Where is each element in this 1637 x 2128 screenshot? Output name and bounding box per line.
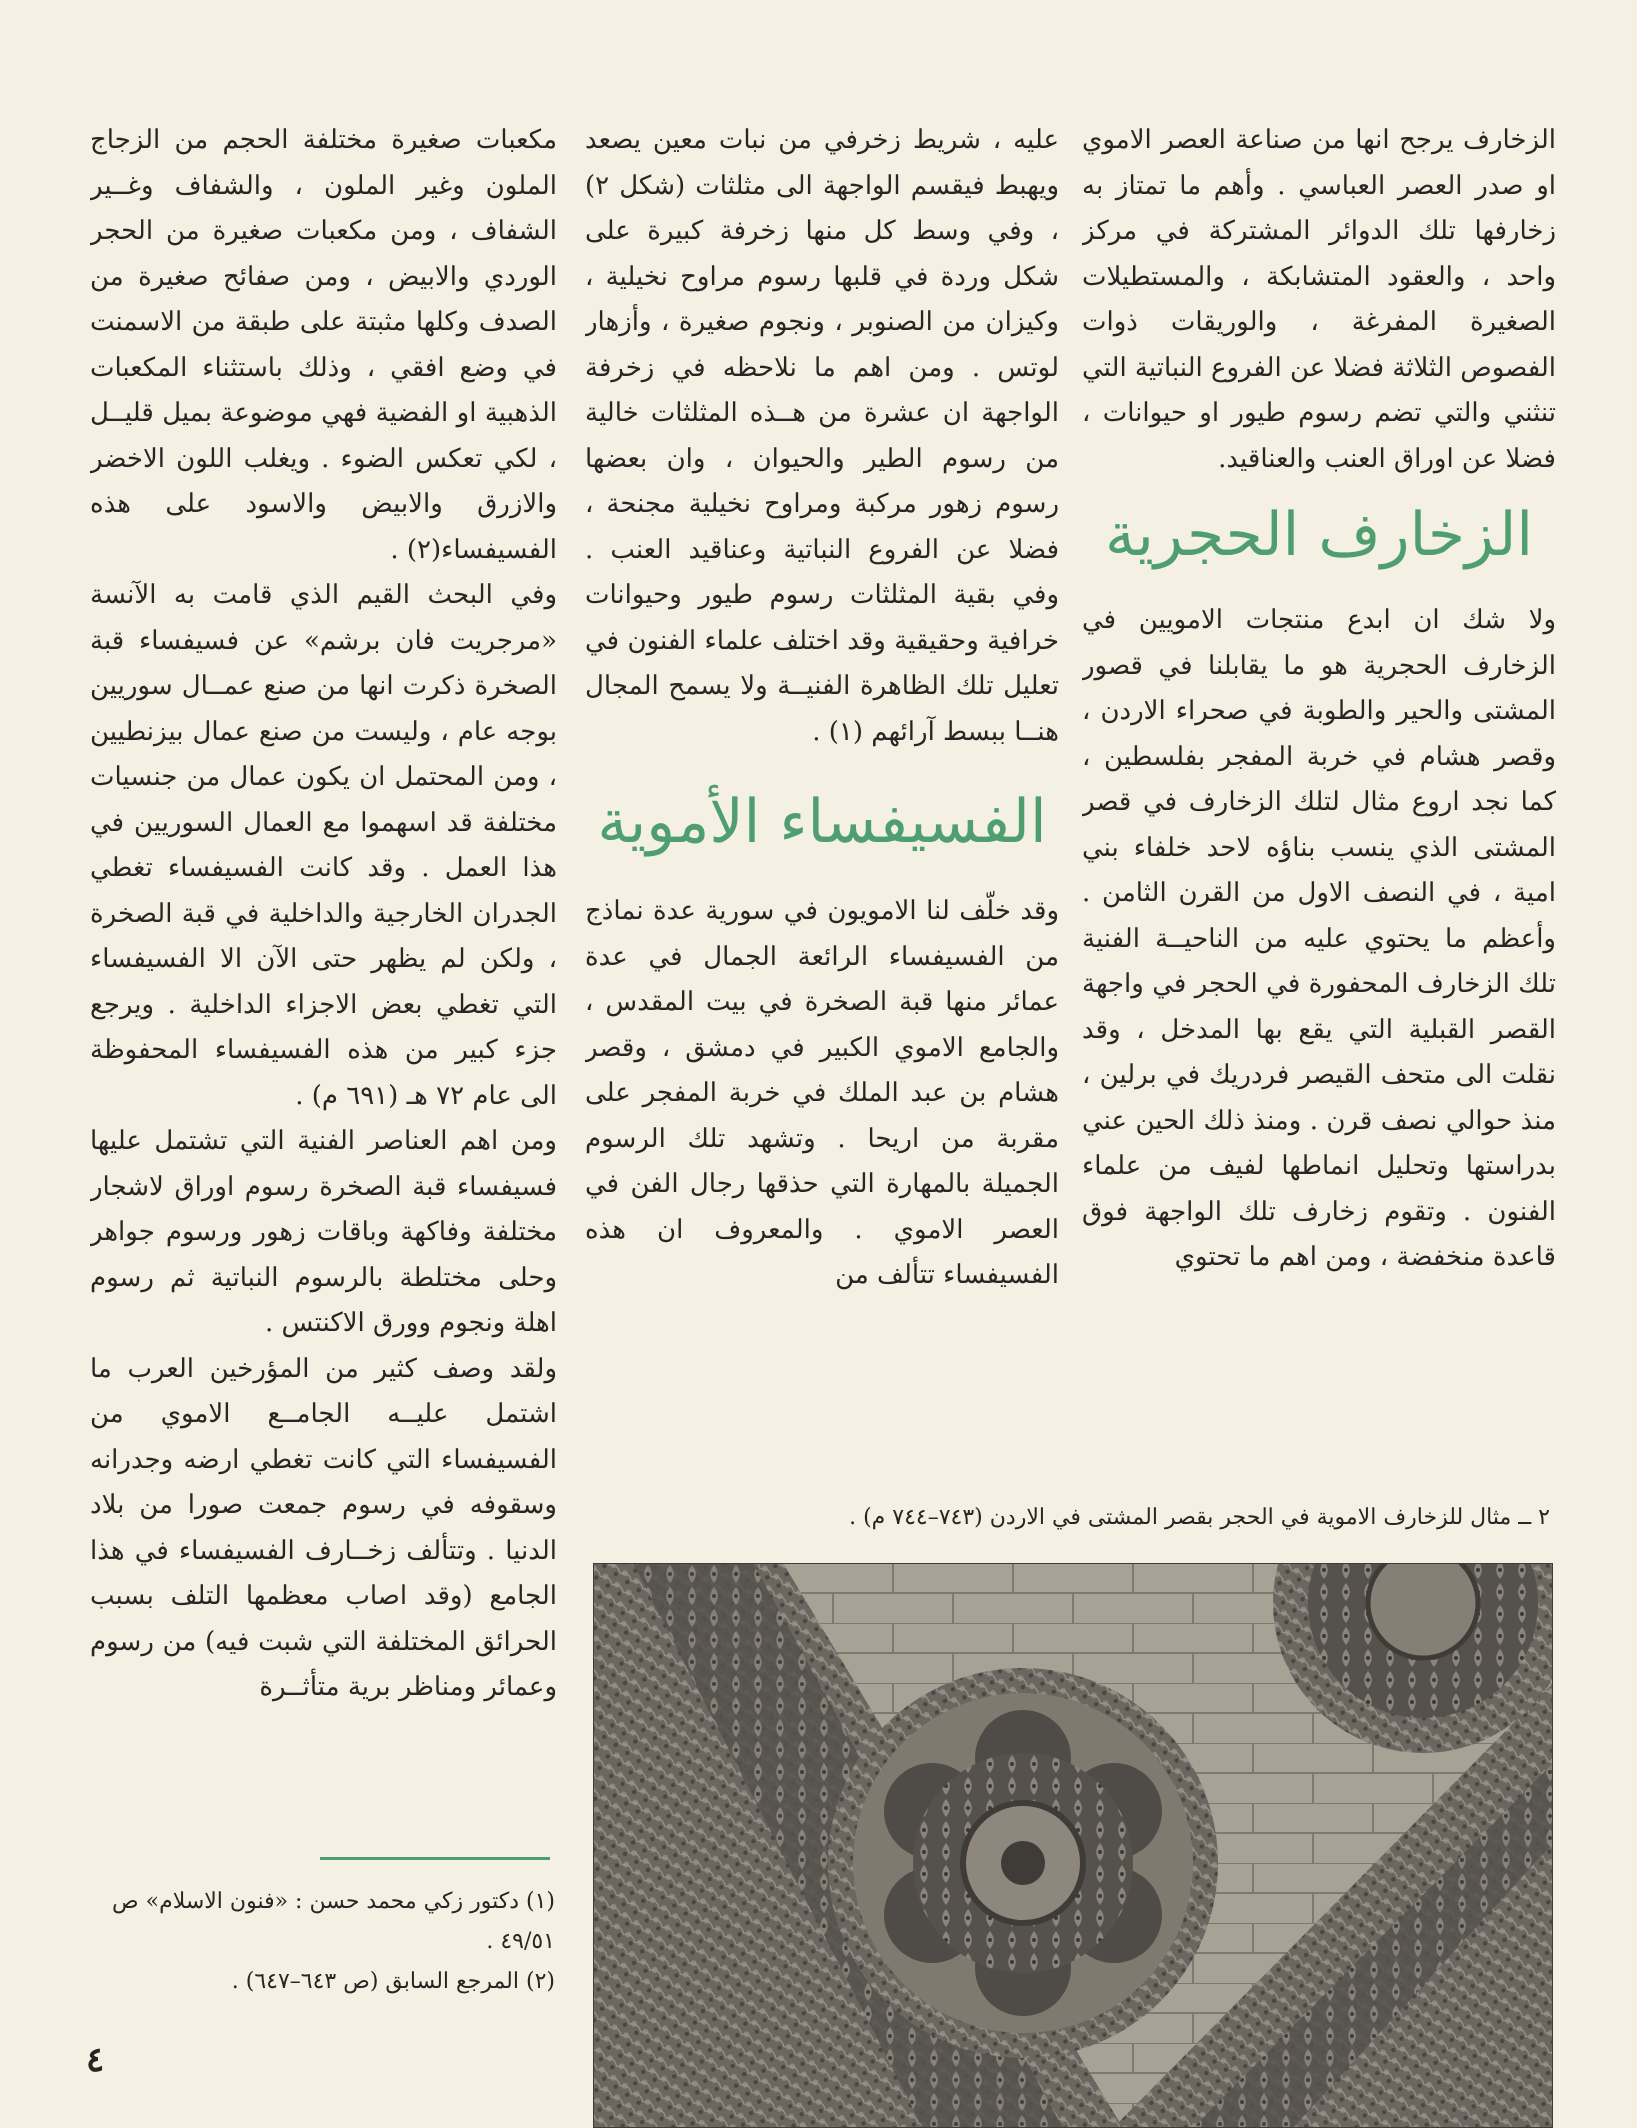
- left-column: [90, 118, 557, 1858]
- footnote-1: (١) دكتور زكي محمد حسن : «فنون الاسلام» ص ٤٩/٥١ .: [112, 1889, 555, 1954]
- footnote-2: (٢) المرجع السابق (ص ٦٤٣–٦٤٧) .: [231, 1969, 555, 1994]
- left-column-paragraph-4: ولقد وصف كثير من المؤرخين العرب ما اشتمل عليــه الجامــع الاموي من الفسيفساء التي كانت تغطي ارضه وجدرانه وسقوفه في رسوم جمعت صورا من بلاد الدنيا . وتتألف زخــارف الفسيفساء في هذا الجامع (وقد اصاب معظمها التلف بسبب الحرائق المختلفة التي شبت فيه) من رسوم وعمائر ومناظر برية متأثــرة: [90, 1353, 557, 1702]
- left-column-paragraph-1: مكعبات صغيرة مختلفة الحجم من الزجاج الملون وغير الملون ، والشفاف وغــير الشفاف ، ومن مكعبات صغيرة من الحجر الوردي والابيض ، ومن صفائح صغيرة من الصدف وكلها مثبتة على طبقة من الاسمنت في وضع افقي ، وذلك باستثناء المكعبات الذهبية او الفضية فهي موضوعة بميل قليــل ، لكي تعكس الضوء . ويغلب اللون الاخضر والازرق والابيض والاسود على هذه الفسيفساء(٢) .: [90, 125, 557, 565]
- middle-column: [585, 118, 1059, 1463]
- footnotes: [100, 1882, 555, 2002]
- left-column-paragraph-3: ومن اهم العناصر الفنية التي تشتمل عليها فسيفساء قبة الصخرة رسوم اوراق لاشجار مختلفة وفاكهة وباقات زهور ورسوم جواهر وحلى مختلطة بالرسوم النباتية ثم رسوم اهلة ونجوم وورق الاكنتس .: [90, 1126, 557, 1338]
- mshatta-facade-photo: [593, 1563, 1553, 2128]
- heading-umayyad-mosaics: الفسيفساء الأموية: [597, 787, 1047, 857]
- figure-caption: ٢ ــ مثال للزخارف الاموية في الحجر بقصر المشتى في الاردن (٧٤٣–٧٤٤ م) .: [849, 1505, 1550, 1530]
- middle-column-paragraph-1: عليه ، شريط زخرفي من نبات معين يصعد ويهبط فيقسم الواجهة الى مثلثات (شكل ٢) ، وفي وسط كل منها زخرفة كبيرة على شكل وردة في قلبها رسوم مراوح نخيلية ، وكيزان من الصنوبر ، ونجوم صغيرة ، وأزهار لوتس . ومن اهم ما نلاحظه في زخرفة الواجهة ان عشرة من هــذه المثلثات خالية من رسوم الطير والحيوان ، وان بعضها رسوم زهور مركبة ومراوح نخيلية مجنحة ، فضلا عن الفروع النباتية وعناقيد العنب . وفي بقية المثلثات رسوم طيور وحيوانات خرافية وحقيقية وقد اختلف علماء الفنون في تعليل تلك الظاهرة الفنيــة ولا يسمح المجال هنــا ببسط آرائهم (١) .: [585, 125, 1059, 747]
- right-column-paragraph-2: ولا شك ان ابدع منتجات الامويين في الزخارف الحجرية هو ما يقابلنا في قصور المشتى والحير والطوبة في صحراء الاردن ، وقصر هشام في خربة المفجر بفلسطين ، كما نجد اروع مثال لتلك الزخارف في قصر المشتى الذي ينسب بناؤه لاحد خلفاء بني امية ، في النصف الاول من القرن الثامن . وأعظم ما يحتوي عليه من الناحيــة الفنية تلك الزخارف المحفورة في الحجر في واجهة القصر القبلية التي يقع بها المدخل ، وقد نقلت الى متحف القيصر فردريك في برلين ، منذ حوالي نصف قرن . ومنذ ذلك الحين عني بدراستها وتحليل انماطها لفيف من علماء الفنون . وتقوم زخارف تلك الواجهة فوق قاعدة منخفضة ، ومن اهم ما تحتوي: [1082, 605, 1556, 1272]
- heading-stone-decorations: الزخارف الحجرية: [1104, 500, 1534, 570]
- right-column: [1082, 118, 1556, 1463]
- left-column-paragraph-2: وفي البحث القيم الذي قامت به الآنسة «مرجريت فان برشم» عن فسيفساء قبة الصخرة ذكرت انها من صنع عمــال سوريين بوجه عام ، وليست من صنع عمال بيزنطيين ، ومن المحتمل ان يكون عمال من جنسيات مختلفة قد اسهموا مع العمال السوريين في هذا العمل . وقد كانت الفسيفساء تغطي الجدران الخارجية والداخلية في قبة الصخرة ، ولكن لم يظهر حتى الآن الا الفسيفساء التي تغطي بعض الاجزاء الداخلية . ويرجع جزء كبير من هذه الفسيفساء المحفوظة الى عام ٧٢ هـ (٦٩١ م) .: [90, 580, 557, 1111]
- page-number: ٤: [86, 2040, 105, 2080]
- footnote-rule: [320, 1857, 550, 1860]
- right-column-paragraph-1: الزخارف يرجح انها من صناعة العصر الاموي او صدر العصر العباسي . وأهم ما تمتاز به زخارفها تلك الدوائر المشتركة في مركز واحد ، والعقود المتشابكة ، والمستطيلات الصغيرة المفرغة ، والوريقات ذوات الفصوص الثلاثة فضلا عن الفروع النباتية التي تنثني والتي تضم رسوم طيور او حيوانات ، فضلا عن اوراق العنب والعناقيد.: [1082, 125, 1556, 474]
- middle-column-paragraph-2: وقد خلّف لنا الامويون في سورية عدة نماذج من الفسيفساء الرائعة الجمال في عدة عمائر منها قبة الصخرة في بيت المقدس ، والجامع الاموي الكبير في دمشق ، وقصر هشام بن عبد الملك في خربة المفجر على مقربة من اريحا . وتشهد تلك الرسوم الجميلة بالمهارة التي حذقها رجال الفن في العصر الاموي . والمعروف ان هذه الفسيفساء تتألف من: [585, 896, 1059, 1290]
